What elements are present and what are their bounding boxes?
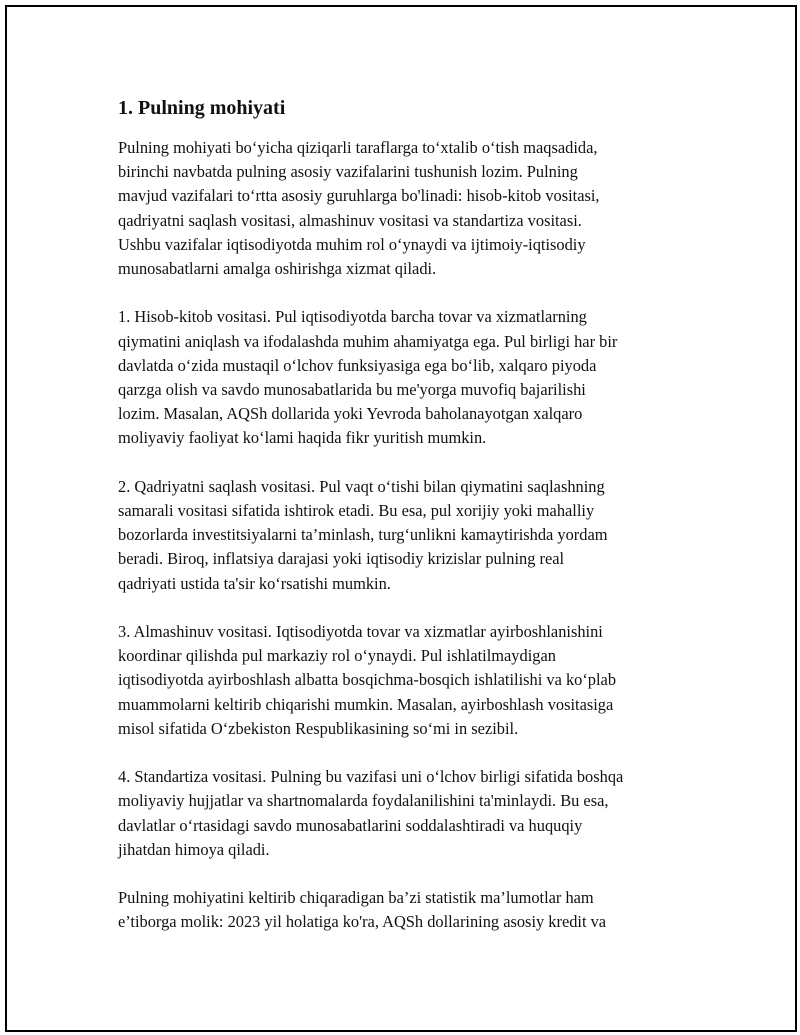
- paragraph-line: moliyaviy faoliyat ko‘lami haqida fikr yuritish mumkin.: [118, 428, 487, 448]
- paragraph: [118, 305, 698, 450]
- paragraph-line: beradi. Biroq, inflatsiya darajasi yoki iqtisodiy krizislar pulning real: [118, 549, 565, 569]
- paragraph: [118, 765, 698, 862]
- paragraph-line: bozorlarda investitsiyalarni ta’minlash, turg‘unlikni kamaytirishda yordam: [118, 525, 608, 545]
- paragraph-line: 1. Hisob-kitob vositasi. Pul iqtisodiyotda barcha tovar va xizmatlarning: [118, 307, 587, 327]
- paragraph-line: koordinar qilishda pul markaziy rol o‘ynaydi. Pul ishlatilmaydigan: [118, 646, 556, 666]
- section-heading: 1. Pulning mohiyati: [118, 97, 286, 119]
- paragraph-line: qiymatini aniqlash va ifodalashda muhim ahamiyatga ega. Pul birligi har bir: [118, 331, 618, 351]
- paragraph-line: moliyaviy hujjatlar va shartnomalarda foydalanilishini ta'minlaydi. Bu esa,: [118, 791, 609, 811]
- paragraph-line: qadriyati ustida ta'sir ko‘rsatishi mumkin.: [118, 573, 391, 593]
- document-body: [118, 94, 698, 959]
- paragraph-line: jihatdan himoya qiladi.: [118, 839, 270, 859]
- paragraph-line: davlatda o‘zida mustaqil o‘lchov funksiyasiga ega bo‘lib, xalqaro piyoda: [118, 355, 597, 375]
- paragraph-line: mavjud vazifalari to‘rtta asosiy guruhlarga bo'linadi: hisob-kitob vositasi,: [118, 186, 600, 206]
- paragraph: [118, 620, 698, 741]
- paragraph-line: muammolarni keltirib chiqarishi mumkin. Masalan, ayirboshlash vositasiga: [118, 694, 614, 714]
- paragraph-line: 2. Qadriyatni saqlash vositasi. Pul vaqt o‘tishi bilan qiymatini saqlashning: [118, 476, 605, 496]
- paragraph: [118, 475, 698, 596]
- paragraph-line: qadriyatni saqlash vositasi, almashinuv vositasi va standartiza vositasi.: [118, 210, 582, 230]
- paragraph-line: birinchi navbatda pulning asosiy vazifalarini tushunish lozim. Pulning: [118, 162, 578, 182]
- paragraph: [118, 886, 698, 934]
- paragraph-line: munosabatlarni amalga oshirishga xizmat qiladi.: [118, 259, 437, 279]
- paragraph-line: 3. Almashinuv vositasi. Iqtisodiyotda tovar va xizmatlar ayirboshlanishini: [118, 622, 603, 642]
- paragraph-line: Ushbu vazifalar iqtisodiyotda muhim rol o‘ynaydi va ijtimoiy-iqtisodiy: [118, 234, 586, 254]
- paragraph-line: 4. Standartiza vositasi. Pulning bu vazifasi uni o‘lchov birligi sifatida boshqa: [118, 767, 624, 787]
- paragraph-line: lozim. Masalan, AQSh dollarida yoki Yevroda baholanayotgan xalqaro: [118, 404, 583, 424]
- paragraph-line: iqtisodiyotda ayirboshlash albatta bosqichma-bosqich ishlatilishi va ko‘plab: [118, 670, 617, 690]
- paragraph-line: Pulning mohiyati bo‘yicha qiziqarli taraflarga to‘xtalib o‘tish maqsadida,: [118, 138, 598, 157]
- paragraphs-container: [118, 136, 698, 935]
- paragraph-line: qarzga olish va savdo munosabatlarida bu me'yorga muvofiq bajarilishi: [118, 380, 586, 400]
- paragraph-line: samarali vositasi sifatida ishtirok etadi. Bu esa, pul xorijiy yoki mahalliy: [118, 501, 595, 521]
- paragraph-line: e’tiborga molik: 2023 yil holatiga ko'ra, AQSh dollarining asosiy kredit va: [118, 912, 607, 932]
- paragraph-line: misol sifatida O‘zbekiston Respublikasining so‘mi in sezibil.: [118, 718, 519, 738]
- paragraph-line: davlatlar o‘rtasidagi savdo munosabatlarini soddalashtiradi va huquqiy: [118, 815, 583, 835]
- paragraph: [118, 136, 698, 281]
- paragraph-line: Pulning mohiyatini keltirib chiqaradigan ba’zi statistik ma’lumotlar ham: [118, 888, 594, 908]
